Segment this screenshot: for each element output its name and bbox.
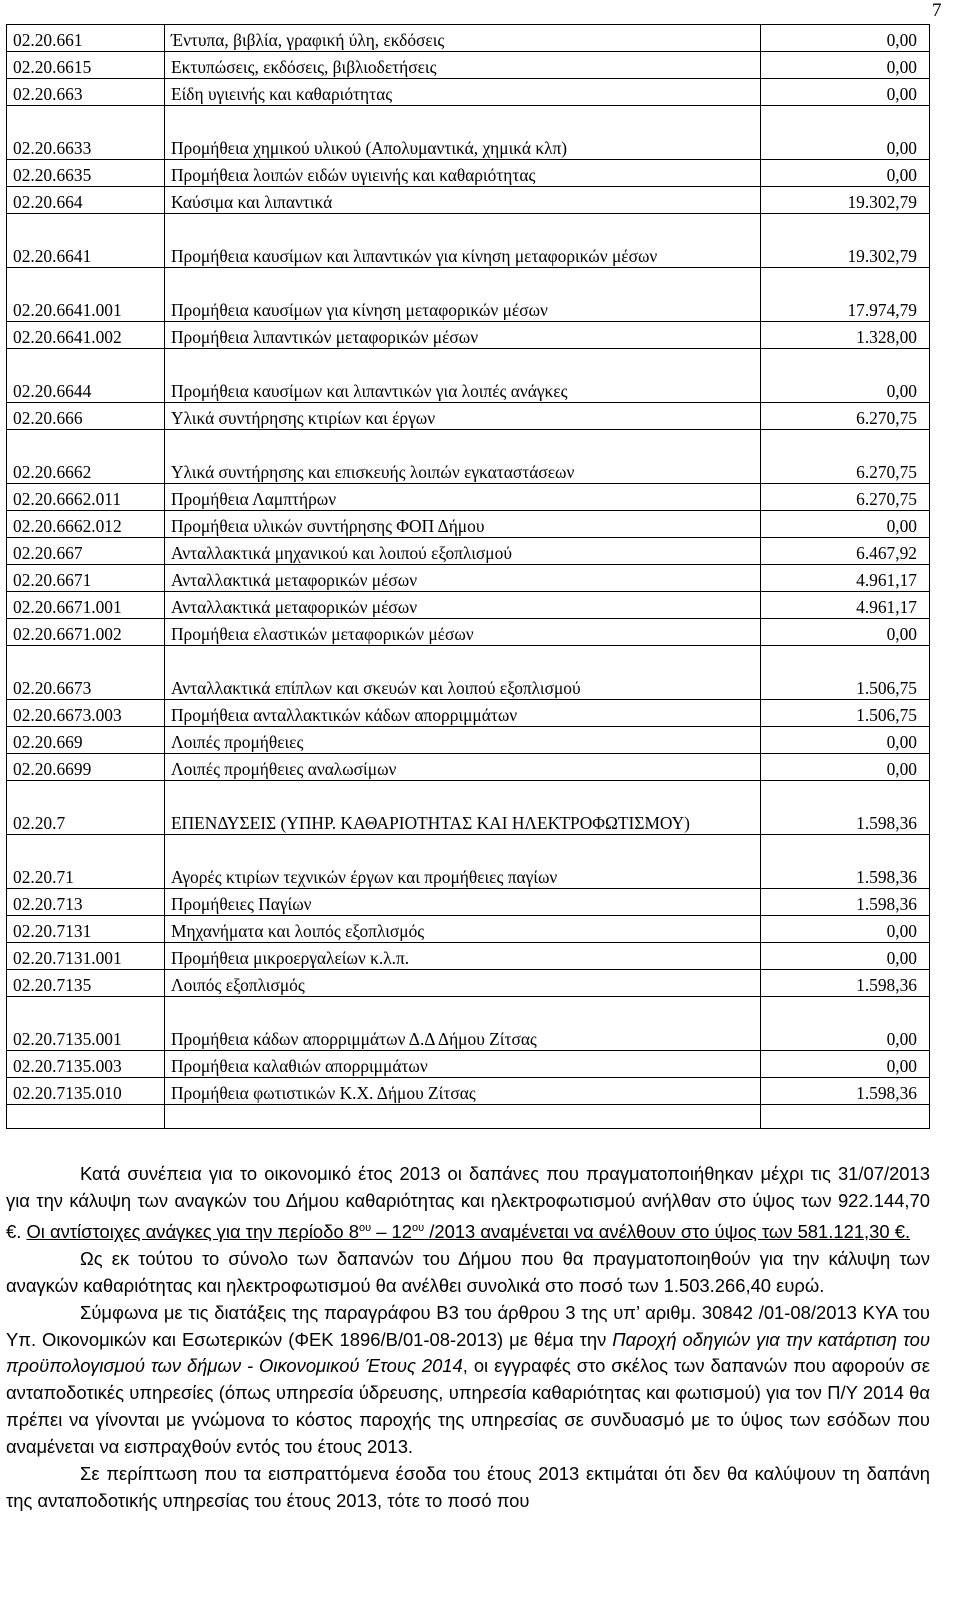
row-amount: 0,00 bbox=[761, 754, 930, 781]
row-amount: 1.598,36 bbox=[761, 781, 930, 835]
paragraph-expenses-summary bbox=[6, 1161, 930, 1246]
row-description: Προμήθεια λιπαντικών μεταφορικών μέσων bbox=[165, 322, 761, 349]
row-code: 02.20.6662.011 bbox=[7, 484, 165, 511]
budget-table bbox=[6, 24, 930, 1129]
row-description: Εκτυπώσεις, εκδόσεις, βιβλιοδετήσεις bbox=[165, 52, 761, 79]
empty-cell bbox=[7, 1105, 165, 1129]
table-row bbox=[7, 592, 930, 619]
row-description: Υλικά συντήρησης και επισκευής λοιπών εγκαταστάσεων bbox=[165, 430, 761, 484]
empty-cell bbox=[165, 1105, 761, 1129]
row-description: Είδη υγιεινής και καθαριότητας bbox=[165, 79, 761, 106]
row-description: Προμήθεια καυσίμων για κίνηση μεταφορικών μέσων bbox=[165, 268, 761, 322]
paragraph-expenses-text: Κατά συνέπεια για το οικονομικό έτος 2013 οι δαπάνες που πραγματοποιήθηκαν μέχρι τις 31/07/2013 για την κάλυψη των αναγκών του Δήμου καθαριότητας και ηλεκτροφωτισμού ανήλθαν στο ύψος των 922.144,70 €. bbox=[6, 1163, 930, 1242]
row-code: 02.20.7131 bbox=[7, 916, 165, 943]
row-description: Προμήθεια καλαθιών απορριμμάτων bbox=[165, 1051, 761, 1078]
table-row bbox=[7, 916, 930, 943]
row-amount: 0,00 bbox=[761, 79, 930, 106]
row-code: 02.20.6635 bbox=[7, 160, 165, 187]
row-amount: 1.598,36 bbox=[761, 889, 930, 916]
row-amount: 4.961,17 bbox=[761, 565, 930, 592]
regulation-subject: Παροχή οδηγιών για την κατάρτιση του προϋπολογισμού των δήμων - Οικονομικού Έτους 2014 bbox=[6, 1328, 930, 1377]
page-number: 7 bbox=[932, 0, 942, 21]
row-code: 02.20.7131.001 bbox=[7, 943, 165, 970]
table-row bbox=[7, 997, 930, 1051]
table-row bbox=[7, 889, 930, 916]
table-row bbox=[7, 106, 930, 160]
row-description: Προμήθεια ανταλλακτικών κάδων απορριμμάτων bbox=[165, 700, 761, 727]
row-description: Καύσιμα και λιπαντικά bbox=[165, 187, 761, 214]
table-row bbox=[7, 484, 930, 511]
row-code: 02.20.669 bbox=[7, 727, 165, 754]
row-amount: 0,00 bbox=[761, 727, 930, 754]
paragraph-total: Ως εκ τούτου το σύνολο των δαπανών του Δήμου που θα πραγματοποιηθούν για την κάλυψη των αναγκών καθαριότητας και ηλεκτροφωτισμού θα ανέλθει συνολικά στο ποσό των 1.503.266,40 ευρώ. bbox=[6, 1247, 930, 1296]
row-amount: 0,00 bbox=[761, 1051, 930, 1078]
table-row bbox=[7, 25, 930, 52]
row-code: 02.20.7135.003 bbox=[7, 1051, 165, 1078]
row-description: Προμήθεια λοιπών ειδών υγιεινής και καθαριότητας bbox=[165, 160, 761, 187]
table-row bbox=[7, 943, 930, 970]
row-code: 02.20.6699 bbox=[7, 754, 165, 781]
empty-row bbox=[7, 1105, 930, 1129]
row-amount: 1.506,75 bbox=[761, 646, 930, 700]
row-code: 02.20.663 bbox=[7, 79, 165, 106]
row-description: Προμήθεια καυσίμων και λιπαντικών για κίνηση μεταφορικών μέσων bbox=[165, 214, 761, 268]
row-description: Έντυπα, βιβλία, γραφική ύλη, εκδόσεις bbox=[165, 25, 761, 52]
row-amount: 19.302,79 bbox=[761, 187, 930, 214]
row-code: 02.20.6673 bbox=[7, 646, 165, 700]
row-amount: 0,00 bbox=[761, 25, 930, 52]
table-row bbox=[7, 1078, 930, 1105]
ordinal-suffix: ου bbox=[412, 1221, 425, 1234]
row-amount: 6.270,75 bbox=[761, 430, 930, 484]
row-description: ΕΠΕΝΔΥΣΕΙΣ (ΥΠΗΡ. ΚΑΘΑΡΙΟΤΗΤΑΣ ΚΑΙ ΗΛΕΚΤΡΟΦΩΤΙΣΜΟΥ) bbox=[165, 781, 761, 835]
row-description: Προμήθεια κάδων απορριμμάτων Δ.Δ Δήμου Ζίτσας bbox=[165, 997, 761, 1051]
table-row bbox=[7, 52, 930, 79]
row-amount: 0,00 bbox=[761, 619, 930, 646]
row-amount: 0,00 bbox=[761, 916, 930, 943]
row-description: Προμήθεια φωτιστικών Κ.Χ. Δήμου Ζίτσας bbox=[165, 1078, 761, 1105]
row-description: Αγορές κτιρίων τεχνικών έργων και προμήθειες παγίων bbox=[165, 835, 761, 889]
row-code: 02.20.6615 bbox=[7, 52, 165, 79]
row-code: 02.20.6671.002 bbox=[7, 619, 165, 646]
paragraph-regulation bbox=[6, 1300, 930, 1461]
row-amount: 19.302,79 bbox=[761, 214, 930, 268]
regulation-text-b: , οι εγγραφές στο σκέλος των δαπανών που αφορούν σε ανταποδοτικές υπηρεσίες (όπως υπηρεσία ύδρευσης, υπηρεσία καθαριότητας και φωτισμού) για τον Π/Υ 2014 θα πρέπει να γίνονται με γνώμονα το κόστος παροχής της υπηρεσίας σε συνδυασμό με το ύψος των εσόδων που αναμένεται να εισπραχθούν εντός του έτους 2013. bbox=[6, 1355, 930, 1458]
row-code: 02.20.6671.001 bbox=[7, 592, 165, 619]
table-row bbox=[7, 781, 930, 835]
row-amount: 0,00 bbox=[761, 511, 930, 538]
table-row bbox=[7, 268, 930, 322]
table-row bbox=[7, 565, 930, 592]
table-row bbox=[7, 214, 930, 268]
row-amount: 17.974,79 bbox=[761, 268, 930, 322]
ordinal-suffix: ου bbox=[358, 1221, 372, 1234]
row-code: 02.20.666 bbox=[7, 403, 165, 430]
row-amount: 1.506,75 bbox=[761, 700, 930, 727]
row-amount: 1.598,36 bbox=[761, 835, 930, 889]
row-description: Προμήθεια υλικών συντήρησης ΦΟΠ Δήμου bbox=[165, 511, 761, 538]
expected-needs-text-a: Οι αντίστοιχες ανάγκες για την περίοδο 8 bbox=[26, 1220, 359, 1242]
row-code: 02.20.6633 bbox=[7, 106, 165, 160]
row-description: Υλικά συντήρησης κτιρίων και έργων bbox=[165, 403, 761, 430]
table-row bbox=[7, 970, 930, 997]
table-row bbox=[7, 349, 930, 403]
expected-needs-text-c: /2013 αναμένεται να ανέλθουν στο ύψος των 581.121,30 €. bbox=[424, 1220, 911, 1242]
paragraph-revenue-case: Σε περίπτωση που τα εισπραττόμενα έσοδα του έτους 2013 εκτιμάται ότι δεν θα καλύψουν τη δαπάνη της ανταποδοτικής υπηρεσίας του έτους 2013, τότε το ποσό που bbox=[6, 1463, 930, 1511]
table-row bbox=[7, 835, 930, 889]
row-code: 02.20.7135 bbox=[7, 970, 165, 997]
table-row bbox=[7, 160, 930, 187]
row-code: 02.20.6641.001 bbox=[7, 268, 165, 322]
table-row bbox=[7, 700, 930, 727]
row-amount: 6.270,75 bbox=[761, 403, 930, 430]
row-amount: 6.270,75 bbox=[761, 484, 930, 511]
row-amount: 1.328,00 bbox=[761, 322, 930, 349]
row-code: 02.20.7135.001 bbox=[7, 997, 165, 1051]
row-code: 02.20.7 bbox=[7, 781, 165, 835]
row-description: Ανταλλακτικά μηχανικού και λοιπού εξοπλισμού bbox=[165, 538, 761, 565]
row-description: Μηχανήματα και λοιπός εξοπλισμός bbox=[165, 916, 761, 943]
row-description: Προμήθεια ελαστικών μεταφορικών μέσων bbox=[165, 619, 761, 646]
row-code: 02.20.667 bbox=[7, 538, 165, 565]
table-row bbox=[7, 403, 930, 430]
row-amount: 0,00 bbox=[761, 160, 930, 187]
row-description: Προμήθεια καυσίμων και λιπαντικών για λοιπές ανάγκες bbox=[165, 349, 761, 403]
row-amount: 1.598,36 bbox=[761, 970, 930, 997]
row-description: Λοιπές προμήθειες αναλωσίμων bbox=[165, 754, 761, 781]
regulation-text-a: Σύμφωνα με τις διατάξεις της παραγράφου Β3 του άρθρου 3 της υπ’ αριθμ. 30842 /01-08/2013 ΚΥΑ του Υπ. Οικονομικών και Εσωτερικών (ΦΕΚ 1896/Β/01-08-2013) με θέμα την bbox=[6, 1301, 930, 1350]
row-code: 02.20.6641 bbox=[7, 214, 165, 268]
table-row bbox=[7, 511, 930, 538]
row-code: 02.20.6662 bbox=[7, 430, 165, 484]
row-description: Προμήθεια χημικού υλικού (Απολυμαντικά, χημικά κλπ) bbox=[165, 106, 761, 160]
table-row bbox=[7, 430, 930, 484]
row-code: 02.20.6662.012 bbox=[7, 511, 165, 538]
row-description: Προμήθειες Παγίων bbox=[165, 889, 761, 916]
row-code: 02.20.71 bbox=[7, 835, 165, 889]
row-description: Λοιπός εξοπλισμός bbox=[165, 970, 761, 997]
row-code: 02.20.713 bbox=[7, 889, 165, 916]
expected-needs-text-b: – 12 bbox=[371, 1220, 412, 1242]
row-description: Προμήθεια Λαμπτήρων bbox=[165, 484, 761, 511]
row-code: 02.20.661 bbox=[7, 25, 165, 52]
table-row bbox=[7, 79, 930, 106]
empty-cell bbox=[761, 1105, 930, 1129]
row-code: 02.20.664 bbox=[7, 187, 165, 214]
row-amount: 0,00 bbox=[761, 943, 930, 970]
table-row bbox=[7, 322, 930, 349]
row-description: Λοιπές προμήθειες bbox=[165, 727, 761, 754]
row-description: Προμήθεια μικροεργαλείων κ.λ.π. bbox=[165, 943, 761, 970]
row-amount: 4.961,17 bbox=[761, 592, 930, 619]
row-code: 02.20.6673.003 bbox=[7, 700, 165, 727]
row-description: Ανταλλακτικά μεταφορικών μέσων bbox=[165, 592, 761, 619]
table-row bbox=[7, 187, 930, 214]
row-amount: 0,00 bbox=[761, 106, 930, 160]
table-row bbox=[7, 1051, 930, 1078]
row-code: 02.20.6644 bbox=[7, 349, 165, 403]
table-row bbox=[7, 538, 930, 565]
row-code: 02.20.7135.010 bbox=[7, 1078, 165, 1105]
budget-table-body bbox=[7, 25, 930, 1129]
table-row bbox=[7, 727, 930, 754]
row-amount: 0,00 bbox=[761, 997, 930, 1051]
row-amount: 0,00 bbox=[761, 52, 930, 79]
table-row bbox=[7, 619, 930, 646]
paragraph-expected-needs bbox=[26, 1221, 910, 1242]
row-amount: 0,00 bbox=[761, 349, 930, 403]
row-code: 02.20.6641.002 bbox=[7, 322, 165, 349]
table-row bbox=[7, 646, 930, 700]
body-text bbox=[6, 1161, 930, 1515]
row-amount: 6.467,92 bbox=[761, 538, 930, 565]
table-row bbox=[7, 754, 930, 781]
row-description: Ανταλλακτικά μεταφορικών μέσων bbox=[165, 565, 761, 592]
row-description: Ανταλλακτικά επίπλων και σκευών και λοιπού εξοπλισμού bbox=[165, 646, 761, 700]
row-code: 02.20.6671 bbox=[7, 565, 165, 592]
row-amount: 1.598,36 bbox=[761, 1078, 930, 1105]
